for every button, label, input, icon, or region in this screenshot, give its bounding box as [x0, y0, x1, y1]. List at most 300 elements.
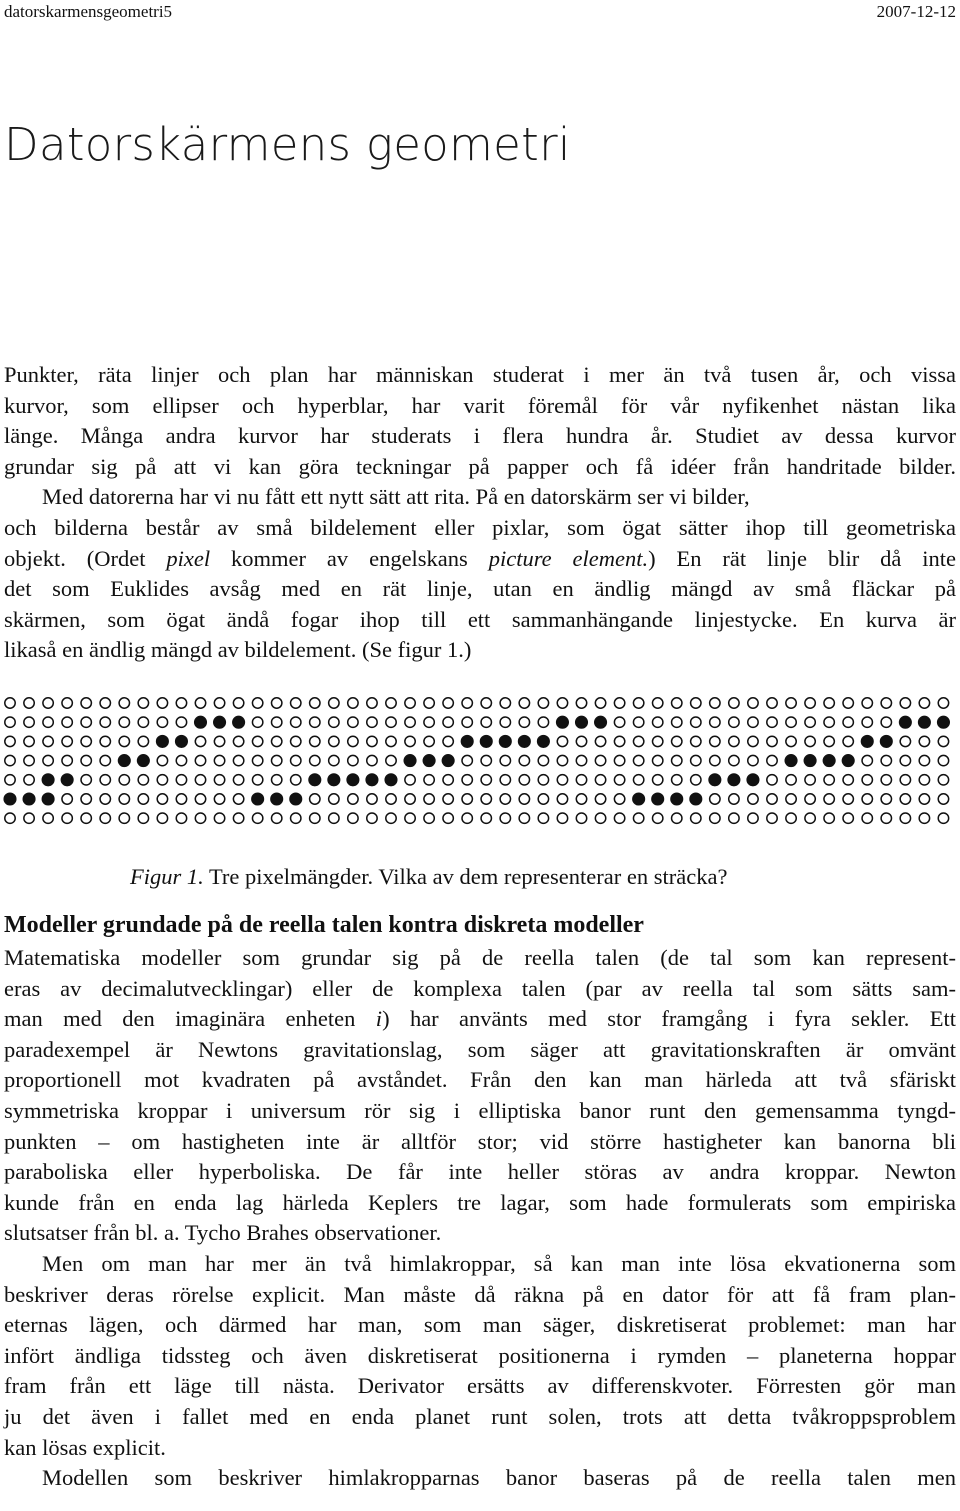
pixel-filled [404, 755, 416, 767]
pixel-filled [442, 755, 454, 767]
pixel-empty [81, 775, 91, 785]
pixel-empty [938, 813, 948, 823]
pixel-filled [385, 774, 397, 786]
caption-text: Tre pixelmängder. Vilka av dem representerar en sträcka? [203, 864, 728, 889]
pixel-empty [538, 755, 548, 765]
pixel-empty [62, 736, 72, 746]
pixel-empty [557, 775, 567, 785]
pixel-empty [462, 813, 472, 823]
pixel-empty [729, 794, 739, 804]
pixel-empty [367, 794, 377, 804]
pixel-empty [614, 717, 624, 727]
pixel-empty [862, 717, 872, 727]
pixel-figure [0, 688, 960, 828]
pixel-filled [423, 755, 435, 767]
text-line: Modellen som beskriver himlakropparnas banor baseras på de reella talen men [42, 1465, 956, 1491]
pixel-empty [538, 794, 548, 804]
pixel-filled [576, 716, 588, 728]
section-paragraphs [4, 943, 956, 1494]
pixel-empty [386, 736, 396, 746]
pixel-empty [424, 813, 434, 823]
pixel-empty [81, 794, 91, 804]
pixel-empty [214, 755, 224, 765]
pixel-empty [5, 755, 15, 765]
pixel-empty [767, 775, 777, 785]
pixel-empty [5, 813, 15, 823]
pixel-empty [405, 794, 415, 804]
pixel-empty [329, 813, 339, 823]
pixel-filled [233, 716, 245, 728]
pixel-empty [329, 698, 339, 708]
pixel-empty [748, 755, 758, 765]
pixel-empty [500, 813, 510, 823]
pixel-empty [272, 755, 282, 765]
pixel-empty [405, 717, 415, 727]
pixel-empty [119, 698, 129, 708]
pixel-empty [691, 698, 701, 708]
pixel-empty [691, 755, 701, 765]
pixel-filled [480, 736, 492, 748]
pixel-empty [538, 775, 548, 785]
pixel-empty [310, 698, 320, 708]
text-line: Punkter, räta linjer och plan har människan studerat i mer än två tusen år, och vissa [4, 362, 956, 387]
caption-label: Figur 1. [130, 864, 204, 889]
pixel-empty [900, 698, 910, 708]
pixel-empty [252, 736, 262, 746]
pixel-empty [348, 736, 358, 746]
header-date: 2007-12-12 [876, 2, 956, 21]
text-line: objekt. (Ordet pixel kommer av engelskans picture element.) En rät linje blir då inte [4, 545, 956, 571]
pixel-filled [119, 755, 131, 767]
pixel-filled [747, 774, 759, 786]
pixel-empty [691, 813, 701, 823]
pixel-filled [290, 793, 302, 805]
pixel-empty [881, 813, 891, 823]
pixel-empty [519, 717, 529, 727]
pixel-filled [328, 774, 340, 786]
pixel-empty [176, 755, 186, 765]
intro-paragraph [4, 360, 956, 666]
pixel-filled [595, 716, 607, 728]
pixel-empty [462, 717, 472, 727]
pixel-filled [42, 774, 54, 786]
pixel-empty [62, 755, 72, 765]
pixel-empty [386, 717, 396, 727]
pixel-empty [386, 698, 396, 708]
pixel-empty [900, 736, 910, 746]
pixel-empty [214, 794, 224, 804]
pixel-empty [157, 813, 167, 823]
pixel-empty [62, 794, 72, 804]
pixel-empty [138, 775, 148, 785]
pixel-empty [919, 698, 929, 708]
pixel-empty [310, 736, 320, 746]
pixel-empty [824, 736, 834, 746]
pixel-empty [710, 755, 720, 765]
pixel-empty [767, 813, 777, 823]
pixel-empty [672, 736, 682, 746]
pixel-empty [633, 698, 643, 708]
pixel-empty [443, 813, 453, 823]
pixel-empty [881, 775, 891, 785]
pixel-empty [614, 736, 624, 746]
pixel-empty [157, 755, 167, 765]
pixel-empty [176, 794, 186, 804]
pixel-empty [100, 755, 110, 765]
pixel-empty [24, 775, 34, 785]
pixel-empty [595, 755, 605, 765]
pixel-empty [272, 775, 282, 785]
pixel-empty [43, 717, 53, 727]
text-line: Med datorerna har vi nu fått ett nytt sätt att rita. På en datorskärm ser vi bilder, [42, 484, 750, 510]
pixel-empty [252, 755, 262, 765]
pixel-empty [843, 736, 853, 746]
pixel-empty [405, 698, 415, 708]
pixel-empty [138, 813, 148, 823]
pixel-empty [653, 813, 663, 823]
pixel-empty [786, 794, 796, 804]
pixel-empty [481, 775, 491, 785]
pixel-empty [862, 813, 872, 823]
pixel-empty [805, 698, 815, 708]
pixel-empty [100, 813, 110, 823]
pixel-empty [138, 794, 148, 804]
pixel-empty [252, 775, 262, 785]
pixel-empty [138, 717, 148, 727]
pixel-empty [62, 813, 72, 823]
pixel-empty [176, 698, 186, 708]
pixel-empty [291, 736, 301, 746]
pixel-empty [633, 755, 643, 765]
pixel-filled [709, 774, 721, 786]
pixel-empty [100, 717, 110, 727]
pixel-empty [233, 736, 243, 746]
pixel-empty [195, 698, 205, 708]
pixel-empty [252, 698, 262, 708]
pixel-empty [367, 717, 377, 727]
pixel-empty [919, 755, 929, 765]
pixel-filled [557, 716, 569, 728]
pixel-empty [443, 794, 453, 804]
pixel-empty [805, 717, 815, 727]
pixel-empty [805, 775, 815, 785]
pixel-empty [900, 775, 910, 785]
pixel-filled [195, 716, 207, 728]
pixel-filled [271, 793, 283, 805]
pixel-empty [672, 717, 682, 727]
pixel-empty [519, 794, 529, 804]
pixel-filled [919, 716, 931, 728]
pixel-empty [100, 736, 110, 746]
pixel-empty [576, 736, 586, 746]
text-line: Matematiska modeller som grundar sig på de reella talen (de tal som kan represent- [4, 945, 956, 970]
pixel-empty [119, 736, 129, 746]
pixel-filled [252, 793, 264, 805]
pixel-empty [767, 717, 777, 727]
text-line: slutsatser från bl. a. Tycho Brahes observationer. [4, 1220, 442, 1246]
pixel-empty [824, 794, 834, 804]
pixel-empty [843, 775, 853, 785]
pixel-empty [405, 775, 415, 785]
pixel-empty [767, 794, 777, 804]
pixel-empty [24, 813, 34, 823]
pixel-empty [138, 698, 148, 708]
pixel-empty [881, 698, 891, 708]
pixel-filled [842, 755, 854, 767]
pixel-empty [348, 717, 358, 727]
pixel-empty [748, 717, 758, 727]
pixel-empty [195, 775, 205, 785]
pixel-empty [443, 736, 453, 746]
pixel-empty [653, 736, 663, 746]
pixel-empty [938, 775, 948, 785]
pixel-empty [938, 698, 948, 708]
pixel-filled [519, 736, 531, 748]
pixel-empty [291, 717, 301, 727]
pixel-empty [233, 794, 243, 804]
pixel-empty [291, 755, 301, 765]
pixel-empty [81, 736, 91, 746]
pixel-empty [100, 775, 110, 785]
pixel-filled [214, 716, 226, 728]
pixel-empty [119, 775, 129, 785]
pixel-empty [862, 794, 872, 804]
pixel-empty [633, 775, 643, 785]
pixel-empty [595, 736, 605, 746]
text-line: paradexempel är Newtons gravitationslag, som säger att gravitationskraften är omvänt [4, 1036, 956, 1062]
pixel-filled [861, 736, 873, 748]
pixel-empty [481, 813, 491, 823]
pixel-empty [843, 698, 853, 708]
pixel-empty [157, 717, 167, 727]
pixel-empty [614, 813, 624, 823]
pixel-filled [690, 793, 702, 805]
pixel-empty [672, 813, 682, 823]
pixel-empty [500, 775, 510, 785]
pixel-empty [805, 813, 815, 823]
pixel-empty [881, 717, 891, 727]
pixel-empty [576, 775, 586, 785]
pixel-empty [710, 717, 720, 727]
pixel-empty [252, 717, 262, 727]
pixel-empty [862, 698, 872, 708]
pixel-empty [233, 755, 243, 765]
pixel-empty [214, 813, 224, 823]
pixel-empty [24, 698, 34, 708]
pixel-empty [862, 755, 872, 765]
pixel-empty [367, 736, 377, 746]
pixel-empty [348, 794, 358, 804]
pixel-empty [43, 736, 53, 746]
pixel-empty [272, 813, 282, 823]
running-header: datorskarmensgeometri5 [4, 2, 173, 21]
pixel-empty [367, 813, 377, 823]
pixel-filled [823, 755, 835, 767]
pixel-empty [329, 736, 339, 746]
pixel-empty [386, 813, 396, 823]
pixel-empty [614, 794, 624, 804]
text-line: punkten – om hastigheten inte är alltför stor; vid större hastigheter kan banorna bli [4, 1128, 956, 1154]
pixel-empty [348, 698, 358, 708]
pixel-empty [557, 736, 567, 746]
pixel-empty [443, 698, 453, 708]
pixel-empty [214, 736, 224, 746]
pixel-empty [443, 717, 453, 727]
pixel-empty [157, 775, 167, 785]
text-line: och bilderna består av små bildelement eller pixlar, som ögat sätter ihop till geometriska [4, 514, 956, 540]
text-line: fram från ett läge till nästa. Derivator ersätts av differenskvoter. Förresten gör man [4, 1373, 956, 1399]
pixel-empty [805, 736, 815, 746]
pixel-filled [881, 736, 893, 748]
pixel-empty [824, 813, 834, 823]
text-line: grundar sig på att vi kan göra teckningar på papper och få idéer från handritade bilder. [4, 453, 956, 479]
pixel-empty [100, 698, 110, 708]
pixel-empty [348, 755, 358, 765]
pixel-empty [519, 813, 529, 823]
pixel-empty [710, 698, 720, 708]
pixel-empty [43, 813, 53, 823]
pixel-empty [576, 813, 586, 823]
pixel-filled [804, 755, 816, 767]
pixel-empty [310, 755, 320, 765]
pixel-empty [176, 813, 186, 823]
pixel-empty [767, 755, 777, 765]
pixel-empty [43, 698, 53, 708]
pixel-empty [5, 736, 15, 746]
text-line: proportionell mot kvadraten på avståndet. Från den kan man härleda att två sfäriskt [4, 1067, 956, 1093]
pixel-empty [691, 775, 701, 785]
pixel-filled [347, 774, 359, 786]
pixel-empty [748, 736, 758, 746]
pixel-empty [367, 698, 377, 708]
text-line: beskriver deras rörelse explicit. Man måste då räkna på en dator för att få fram plan- [4, 1281, 956, 1307]
pixel-empty [119, 717, 129, 727]
pixel-empty [195, 813, 205, 823]
pixel-empty [824, 698, 834, 708]
pixel-empty [786, 698, 796, 708]
pixel-empty [595, 775, 605, 785]
pixel-filled [138, 755, 150, 767]
text-line: kan lösas explicit. [4, 1434, 166, 1460]
pixel-empty [119, 794, 129, 804]
pixel-empty [310, 813, 320, 823]
pixel-filled [4, 793, 16, 805]
pixel-empty [329, 717, 339, 727]
pixel-empty [843, 813, 853, 823]
text-line: likaså en ändlig mängd av bildelement. (Se figur 1.) [4, 637, 472, 663]
pixel-empty [500, 717, 510, 727]
pixel-empty [653, 755, 663, 765]
pixel-empty [500, 698, 510, 708]
pixel-filled [500, 736, 512, 748]
pixel-empty [538, 813, 548, 823]
pixel-empty [729, 755, 739, 765]
pixel-empty [786, 736, 796, 746]
text-line: ju det även i fallet med en enda planet runt solen, trots att detta tvåkroppsproblem [4, 1403, 956, 1429]
text-line: paraboliska eller hyperboliska. De får inte heller störas av andra kroppar. Newton [4, 1159, 956, 1185]
pixel-empty [81, 698, 91, 708]
pixel-empty [329, 755, 339, 765]
pixel-empty [805, 794, 815, 804]
page-title: Datorskärmens geometri [4, 118, 571, 171]
pixel-filled [900, 716, 912, 728]
pixel-filled [785, 755, 797, 767]
pixel-empty [519, 775, 529, 785]
pixel-empty [519, 755, 529, 765]
pixel-empty [557, 794, 567, 804]
pixel-empty [5, 698, 15, 708]
pixel-empty [557, 813, 567, 823]
pixel-empty [576, 755, 586, 765]
pixel-empty [557, 755, 567, 765]
pixel-empty [748, 698, 758, 708]
pixel-empty [633, 717, 643, 727]
pixel-empty [653, 698, 663, 708]
text-line: kurvor, som ellipser och hyperblar, har varit föremål för vår nyfikenhet nästan lika [4, 392, 956, 418]
pixel-empty [691, 736, 701, 746]
pixel-empty [214, 775, 224, 785]
pixel-empty [291, 775, 301, 785]
text-line: skärmen, som ögat ändå fogar ihop till ett sammanhängande linjestycke. En kurva är [4, 606, 956, 632]
pixel-empty [386, 794, 396, 804]
pixel-empty [5, 717, 15, 727]
text-line: symmetriska kroppar i universum rör sig i elliptiska banor runt den gemensamma tyngd- [4, 1097, 956, 1123]
pixel-empty [5, 775, 15, 785]
pixel-filled [633, 793, 645, 805]
pixel-filled [652, 793, 664, 805]
pixel-empty [500, 794, 510, 804]
pixel-empty [310, 794, 320, 804]
pixel-filled [61, 774, 73, 786]
pixel-empty [881, 755, 891, 765]
text-line: kunde från en enda lag härleda Keplers tre lagar, som hade formulerats som empiriska [4, 1189, 956, 1215]
pixel-empty [462, 755, 472, 765]
text-line: det som Euklides avsåg med en rät linje, utan en ändlig mängd av små fläckar på [4, 576, 956, 602]
pixel-empty [881, 794, 891, 804]
pixel-empty [938, 755, 948, 765]
pixel-empty [81, 813, 91, 823]
pixel-filled [728, 774, 740, 786]
pixel-empty [424, 775, 434, 785]
pixel-empty [310, 717, 320, 727]
pixel-empty [672, 698, 682, 708]
pixel-empty [481, 794, 491, 804]
pixel-empty [576, 698, 586, 708]
pixel-empty [900, 813, 910, 823]
pixel-empty [291, 813, 301, 823]
pixel-empty [481, 698, 491, 708]
pixel-empty [900, 794, 910, 804]
pixel-empty [595, 794, 605, 804]
pixel-empty [653, 717, 663, 727]
pixel-empty [272, 717, 282, 727]
pixel-empty [348, 813, 358, 823]
pixel-empty [633, 813, 643, 823]
pixel-empty [691, 717, 701, 727]
pixel-empty [729, 736, 739, 746]
pixel-empty [176, 775, 186, 785]
pixel-empty [786, 775, 796, 785]
pixel-empty [938, 794, 948, 804]
text-line: eras av decimalutvecklingar) eller de komplexa talen (par av reella tal som sätts sam- [4, 975, 956, 1001]
pixel-empty [424, 736, 434, 746]
pixel-empty [919, 794, 929, 804]
pixel-filled [42, 793, 54, 805]
pixel-empty [462, 698, 472, 708]
pixel-empty [481, 717, 491, 727]
pixel-empty [672, 775, 682, 785]
pixel-empty [843, 717, 853, 727]
